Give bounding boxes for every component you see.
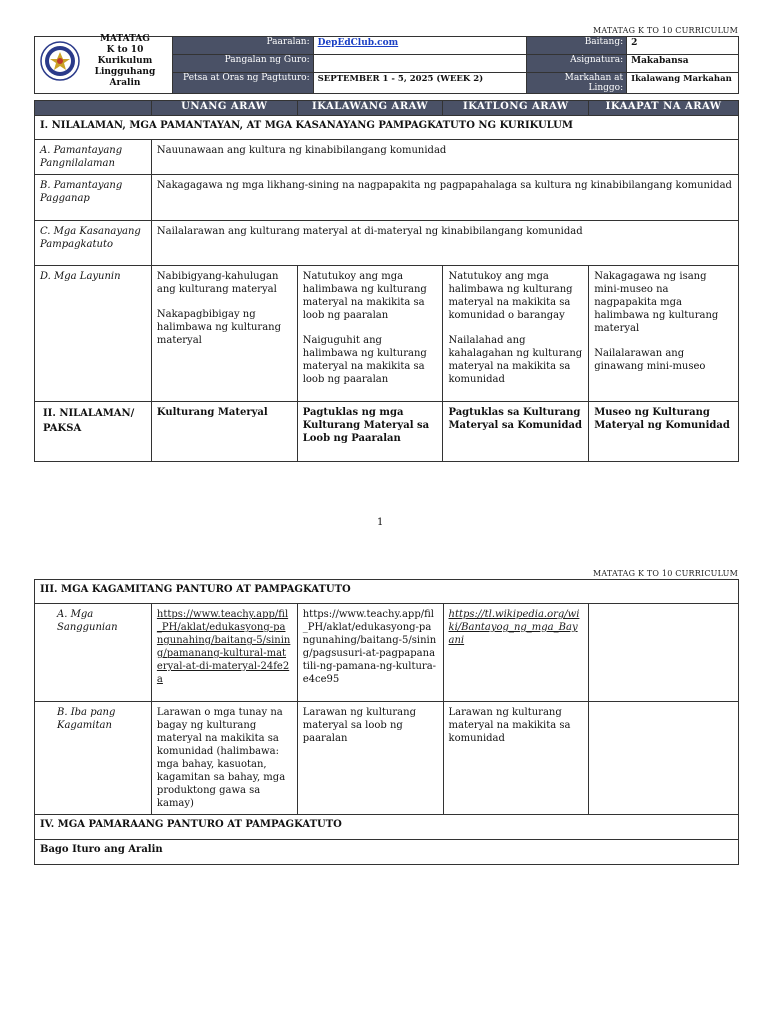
sanggunian-label: A. Mga Sanggunian <box>35 604 152 702</box>
deped-seal-icon <box>40 41 80 81</box>
label-guro: Pangalan ng Guro: <box>172 55 313 73</box>
curriculum-label: MATATAG K TO 10 CURRICULUM <box>592 26 738 35</box>
kagamitan-label: B. Iba pang Kagamitan <box>35 702 152 815</box>
day-2-header: IKALAWANG ARAW <box>297 101 443 116</box>
value-petsa: SEPTEMBER 1 - 5, 2025 (WEEK 2) <box>313 73 527 94</box>
kagamitan-day-4 <box>589 702 739 815</box>
section2-label: II. NILALAMAN/ PAKSA <box>35 402 152 462</box>
row-pamantayang-pangnilalaman-text: Nauunawaan ang kultura ng kinabibilangang komunidad <box>151 140 738 175</box>
layunin-day-3-item-2: Nailalahad ang kahalagahan ng kulturang materyal na makikita sa komunidad <box>448 335 583 385</box>
header-logo-cell <box>35 33 173 94</box>
layunin-day-1-item-1: Nabibigyang-kahulugan ang kulturang materyal <box>156 271 279 295</box>
day-1-header: UNANG ARAW <box>151 101 297 116</box>
value-baitang: 2 <box>627 37 739 55</box>
section3-title: III. MGA KAGAMITANG PANTURO AT PAMPAGKATUTO <box>35 580 739 604</box>
layunin-day-1 <box>151 266 297 402</box>
label-baitang: Baitang: <box>527 37 627 55</box>
day-3-header: IKATLONG ARAW <box>443 101 589 116</box>
section4-title: IV. MGA PAMARAANG PANTURO AT PAMPAGKATUTO <box>35 815 739 840</box>
layunin-day-4-item-2: Nailalarawan ang ginawang mini-museo <box>594 348 706 372</box>
day-4-header: IKAAPAT NA ARAW <box>589 101 739 116</box>
sanggunian-day-1[interactable] <box>151 604 297 702</box>
row-pamantayang-pagganap-text: Nakagagawa ng mga likhang-sining na nagpapakita ng pagpapahalaga sa kultura ng kinabibilangang komunidad <box>151 175 738 221</box>
paksa-day-3: Pagtuklas sa Kulturang Materyal sa Komunidad <box>443 402 589 462</box>
value-guro <box>313 55 527 73</box>
header-title-line-2: K to 10 Kurikulum <box>97 44 153 66</box>
curriculum-label-page2: MATATAG K TO 10 CURRICULUM <box>592 569 738 578</box>
label-petsa: Petsa at Oras ng Pagtuturo: <box>172 73 313 94</box>
row-kasanayang-label: C. Mga Kasanayang Pampagkatuto <box>35 221 152 266</box>
header-table <box>34 33 739 94</box>
kagamitan-day-2: Larawan ng kulturang materyal sa loob ng paaralan <box>297 702 443 815</box>
sanggunian-link-1[interactable]: https://www.teachy.app/fil_PH/aklat/edukasyong-pangunahing/baitang-5/sining/pamanang-kultural-materyal-at-di-materyal-24fe2a <box>156 609 291 685</box>
layunin-day-2-item-1: Natutukoy ang mga halimbawa ng kulturang materyal na makikita sa loob ng paaralan <box>302 271 427 321</box>
sanggunian-link-3[interactable]: https://tl.wikipedia.org/wiki/Bantayog_ng_mga_Bayani <box>448 609 580 646</box>
layunin-day-4 <box>589 266 739 402</box>
paksa-day-2: Pagtuklas ng mga Kulturang Materyal sa Loob ng Paaralan <box>297 402 443 462</box>
page-number: 1 <box>377 517 384 528</box>
section4-subtitle: Bago Ituro ang Aralin <box>35 840 739 865</box>
layunin-day-2 <box>297 266 443 402</box>
lesson-table-page2 <box>34 579 739 865</box>
layunin-day-4-item-1: Nakagagawa ng isang mini-museo na nagpapakita mga halimbawa ng kulturang materyal <box>594 271 719 334</box>
row-kasanayang-text: Nailalarawan ang kulturang materyal at di-materyal ng kinabibilangang komunidad <box>151 221 738 266</box>
label-paaralan: Paaralan: <box>172 37 313 55</box>
layunin-day-3 <box>443 266 589 402</box>
layunin-day-1-item-2: Nakapagbibigay ng halimbawa ng kulturang materyal <box>156 309 281 346</box>
layunin-day-2-item-2: Naiguguhit ang halimbawa ng kulturang materyal na makikita sa loob ng paaralan <box>302 335 427 385</box>
row-pamantayang-pangnilalaman-label: A. Pamantayang Pangnilalaman <box>35 140 152 175</box>
sanggunian-day-3[interactable] <box>443 604 589 702</box>
value-markahan: Ikalawang Markahan <box>627 73 739 94</box>
value-asignatura: Makabansa <box>627 55 739 73</box>
label-markahan: Markahan at Linggo: <box>527 73 627 94</box>
paksa-day-4: Museo ng Kulturang Materyal ng Komunidad <box>589 402 739 462</box>
value-paaralan[interactable] <box>313 37 527 55</box>
lesson-table-page1 <box>34 100 739 462</box>
header-title-line-3: Lingguhang Aralin <box>94 66 156 88</box>
label-asignatura: Asignatura: <box>527 55 627 73</box>
layunin-day-3-item-1: Natutukoy ang mga halimbawa ng kulturang materyal na makikita sa komunidad o barangay <box>448 271 573 321</box>
days-blank <box>35 101 152 116</box>
sanggunian-day-2: https://www.teachy.app/fil_PH/aklat/edukasyong-pangunahing/baitang-5/sining/pagsusuri-at-pagpapanatili-ng-pamana-ng-kultura-e4ce95 <box>297 604 443 702</box>
kagamitan-day-1: Larawan o mga tunay na bagay ng kulturang materyal na makikita sa komunidad (halimbawa: mga bahay, kasuotan, kagamitan sa bahay, mga produktong gawa sa kamay) <box>151 702 297 815</box>
row-pamantayang-pagganap-label: B. Pamantayang Pagganap <box>35 175 152 221</box>
sanggunian-day-4 <box>589 604 739 702</box>
paksa-day-1: Kulturang Materyal <box>151 402 297 462</box>
header-title-line-1: MATATAG <box>99 33 150 44</box>
section1-title: I. NILALAMAN, MGA PAMANTAYAN, AT MGA KASANAYANG PAMPAGKATUTO NG KURIKULUM <box>35 116 739 140</box>
row-layunin-label: D. Mga Layunin <box>35 266 152 402</box>
kagamitan-day-3: Larawan ng kulturang materyal na makikita sa komunidad <box>443 702 589 815</box>
school-link[interactable]: DepEdClub.com <box>317 38 399 48</box>
